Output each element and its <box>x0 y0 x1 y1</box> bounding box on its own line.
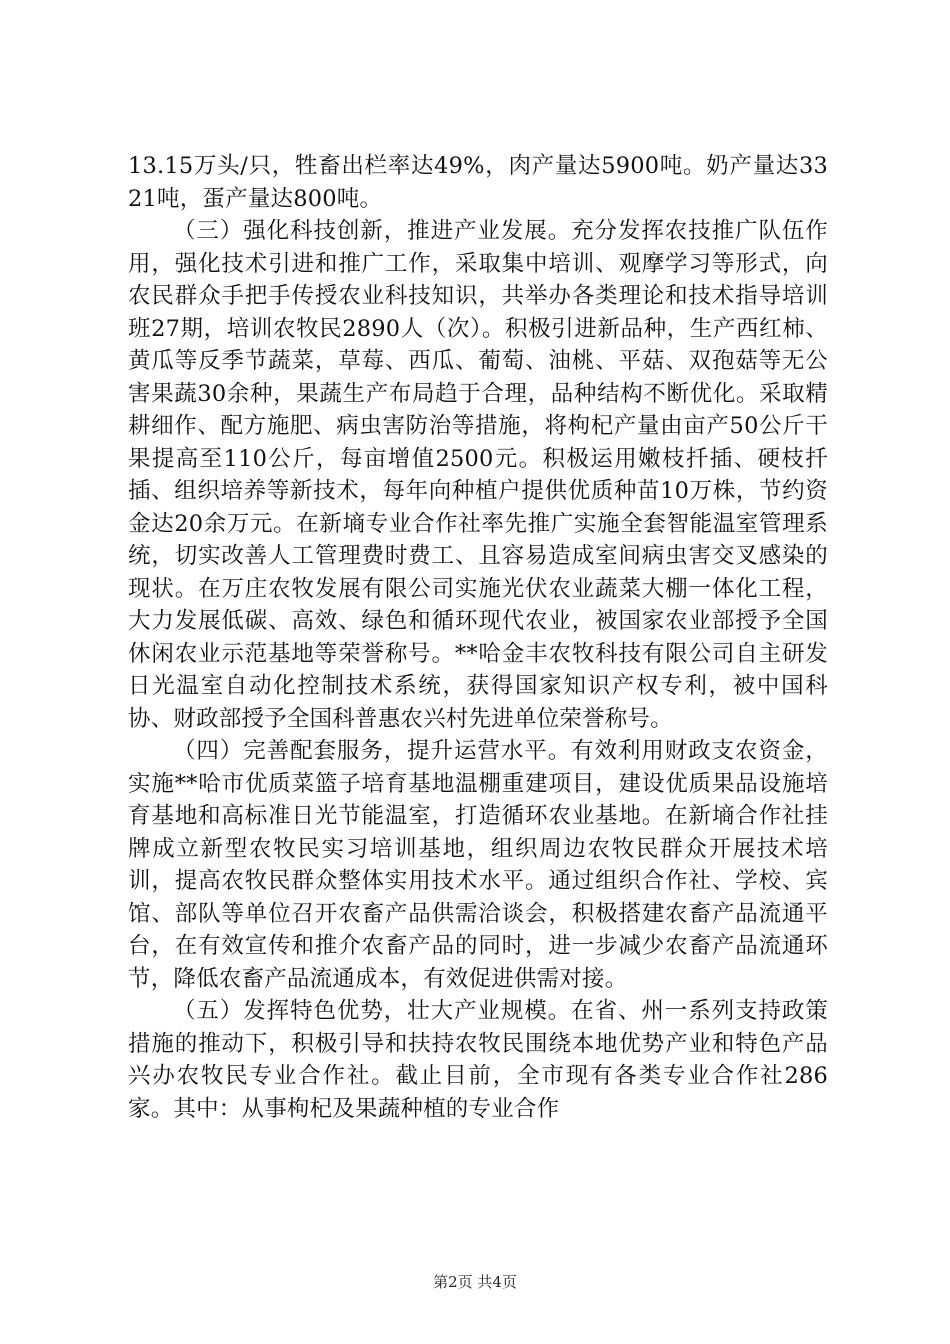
page-footer: 第2页 共4页 <box>433 1273 517 1291</box>
paragraph-livestock-output: 13.15万头/只，牲畜出栏率达49%，肉产量达5900吨。奶产量达3321吨，蛋产量达800吨。 <box>128 153 828 212</box>
paragraph-industry-scale: （五）发挥特色优势，壮大产业规模。在省、州一系列支持政策措施的推动下，积极引导和扶持农牧民围绕本地优势产业和特色产品兴办农牧民专业合作社。截止目前，全市现有各类专业合作社286家。其中：从事枸杞及果蔬种植的专业合作 <box>128 998 828 1122</box>
body-text <box>128 150 828 1125</box>
paragraph-support-services: （四）完善配套服务，提升运营水平。有效利用财政支农资金，实施**哈市优质菜篮子培育基地温棚重建项目，建设优质果品设施培育基地和高标准日光节能温室，打造循环农业基地。在新墒合作社挂牌成立新型农牧民实习培训基地，组织周边农牧民群众开展技术培训，提高农牧民群众整体实用技术水平。通过组织合作社、学校、宾馆、部队等单位召开农畜产品供需洽谈会，积极搭建农畜产品流通平台，在有效宣传和推介农畜产品的同时，进一步减少农畜产品流通环节，降低农畜产品流通成本，有效促进供需对接。 <box>128 738 828 992</box>
paragraph-tech-innovation: （三）强化科技创新，推进产业发展。充分发挥农技推广队伍作用，强化技术引进和推广工作，采取集中培训、观摩学习等形式，向农民群众手把手传授农业科技知识，共举办各类理论和技术指导培训班27期，培训农牧民2890人（次）。积极引进新品种，生产西红柿、黄瓜等反季节蔬菜，草莓、西瓜、葡萄、油桃、平菇、双孢菇等无公害果蔬30余种，果蔬生产布局趋于合理，品种结构不断优化。采取精耕细作、配方施肥、病虫害防治等措施，将枸杞产量由亩产50公斤干果提高至110公斤，每亩增值2500元。积极运用嫩枝扦插、硬枝扦插、组织培养等新技术，每年向种植户提供优质种苗10万株，节约资金达20余万元。在新墒专业合作社率先推广实施全套智能温室管理系统，切实改善人工管理费时费工、且容易造成室间病虫害交叉感染的现状。在万庄农牧发展有限公司实施光伏农业蔬菜大棚一体化工程，大力发展低碳、高效、绿色和循环现代农业，被国家农业部授予全国休闲农业示范基地等荣誉称号。**哈金丰农牧科技有限公司自主研发日光温室自动化控制技术系统，获得国家知识产权专利，被中国科协、财政部授予全国科普惠农兴村先进单位荣誉称号。 <box>128 218 828 732</box>
